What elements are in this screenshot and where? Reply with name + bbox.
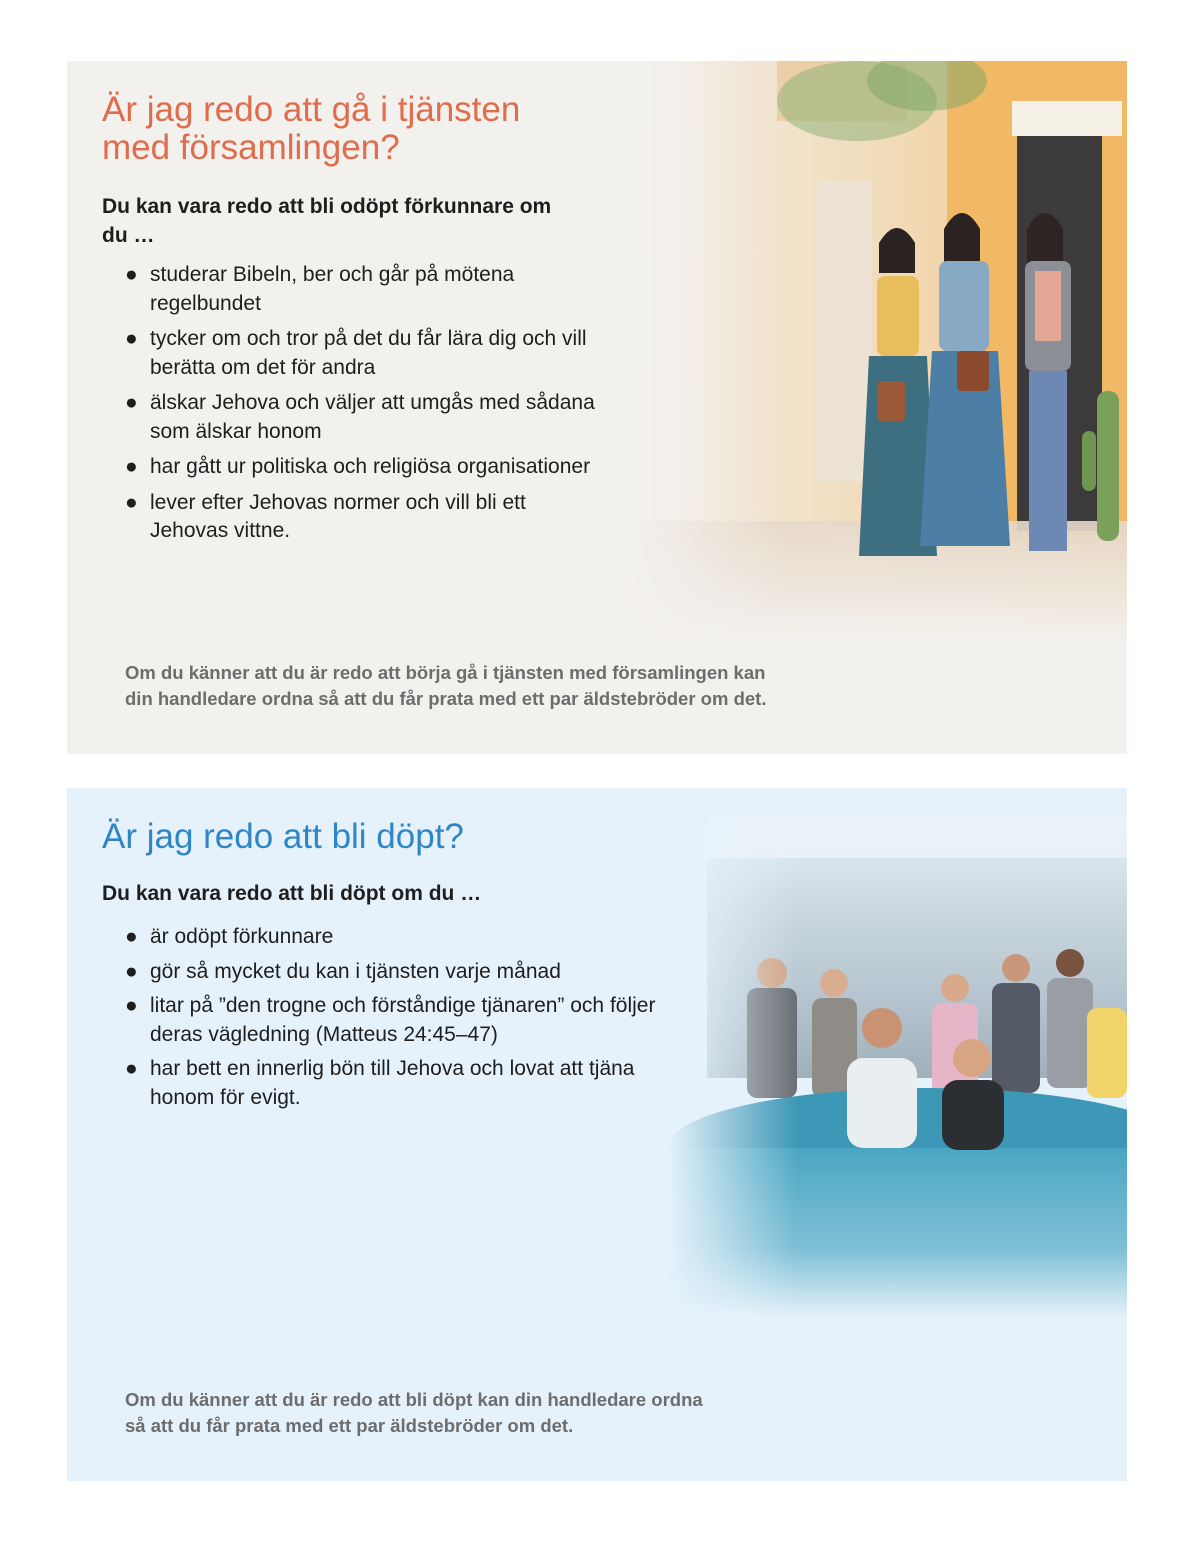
baptism-panel — [67, 788, 1127, 1481]
field-ministry-illustration — [627, 61, 1127, 641]
list-item — [125, 453, 595, 482]
baptism-footnote-line-2: så att du får prata med ett par äldstebröder om det. — [125, 1415, 574, 1436]
bullet-icon: ● — [125, 391, 138, 414]
bullet-icon: ● — [125, 455, 138, 478]
list-item-text: är odöpt förkunnare — [150, 925, 334, 948]
ministry-footnote — [125, 660, 865, 712]
list-item — [125, 1055, 665, 1112]
list-item-text: studerar Bibeln, ber och går på mötena regelbundet — [150, 263, 515, 315]
list-item — [125, 992, 665, 1049]
list-item — [125, 389, 595, 446]
list-item-text: älskar Jehova och väljer att umgås med sådana som älskar honom — [150, 391, 595, 443]
bullet-icon: ● — [125, 925, 138, 948]
ministry-intro: Du kan vara redo att bli odöpt förkunnare om du … — [102, 195, 552, 247]
ministry-footnote-line-2: din handledare ordna så att du får prata med ett par äldstebröder om det. — [125, 688, 767, 709]
baptism-footnote — [125, 1387, 785, 1439]
list-item-text: har gått ur politiska och religiösa organisationer — [150, 455, 591, 478]
bullet-icon: ● — [125, 1057, 138, 1080]
list-item-text: litar på ”den trogne och förståndige tjänaren” och följer deras vägledning (Matteus 24:45–47) — [150, 994, 656, 1046]
list-item — [125, 325, 595, 382]
baptism-illustration — [667, 818, 1127, 1318]
ministry-title-line-1: Är jag redo att gå i tjänsten — [102, 90, 521, 129]
baptism-title: Är jag redo att bli döpt? — [102, 817, 464, 856]
bullet-icon: ● — [125, 327, 138, 350]
list-item — [125, 958, 665, 987]
bullet-icon: ● — [125, 490, 138, 514]
list-item-text: tycker om och tror på det du får lära dig och vill berätta om det för andra — [150, 327, 587, 379]
bullet-icon: ● — [125, 959, 138, 983]
list-item — [125, 489, 595, 546]
ministry-title — [102, 91, 622, 167]
ministry-requirements-list — [125, 261, 595, 553]
ministry-panel — [67, 61, 1127, 754]
baptism-requirements-list — [125, 923, 665, 1118]
list-item — [125, 261, 595, 318]
ministry-title-line-2: med församlingen? — [102, 128, 400, 167]
bullet-icon: ● — [125, 263, 138, 286]
bullet-icon: ● — [125, 994, 138, 1017]
list-item — [125, 923, 665, 952]
baptism-intro: Du kan vara redo att bli döpt om du … — [102, 882, 482, 905]
list-item-text: lever efter Jehovas normer och vill bli ett Jehovas vittne. — [150, 490, 526, 542]
list-item-text: har bett en innerlig bön till Jehova och lovat att tjäna honom för evigt. — [150, 1057, 635, 1109]
baptism-footnote-line-1: Om du känner att du är redo att bli döpt kan din handledare ordna — [125, 1389, 703, 1410]
list-item-text: gör så mycket du kan i tjänsten varje månad — [150, 959, 561, 983]
ministry-footnote-line-1: Om du känner att du är redo att börja gå i tjänsten med församlingen kan — [125, 662, 766, 683]
